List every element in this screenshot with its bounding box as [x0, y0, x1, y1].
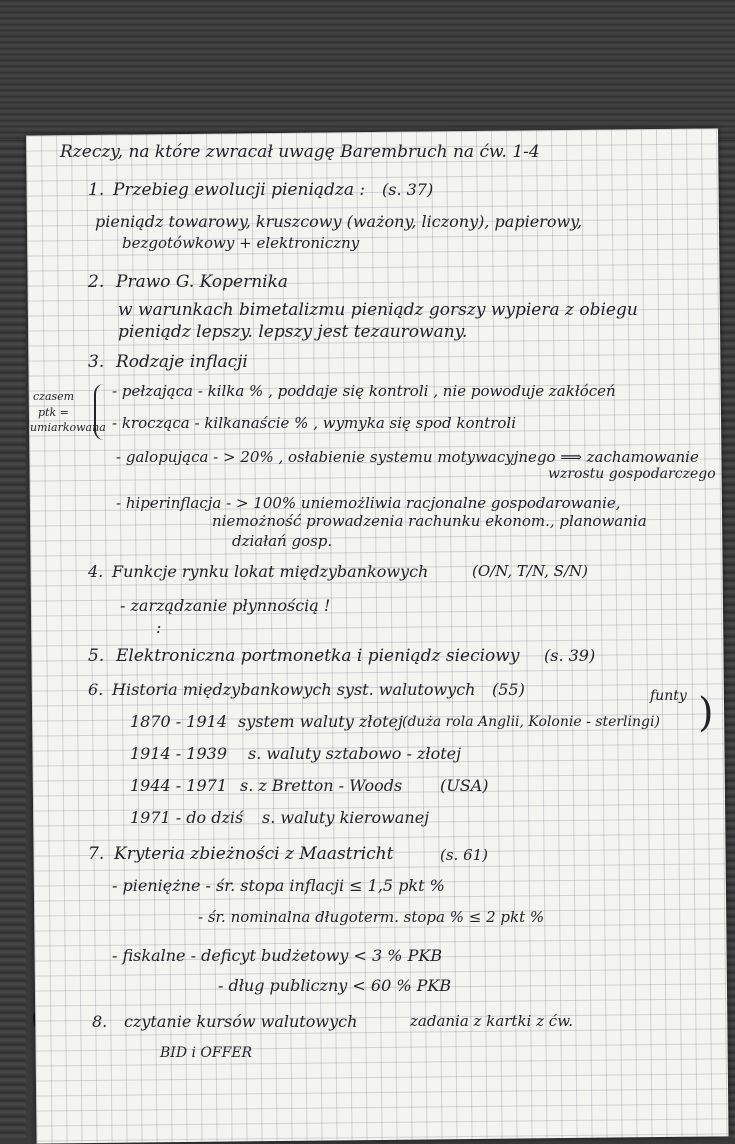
item-8-heading: czytanie kursów walutowych: [124, 1012, 358, 1031]
item-7-ref: (s. 61): [440, 846, 489, 864]
item-7-heading: Kryteria zbieżności z Maastricht: [114, 844, 394, 864]
inflation-hyper: - hiperinflacja - > 100% uniemożliwia racjonalne gospodarowanie,: [116, 494, 621, 512]
item-1-line-1: pieniądz towarowy, kruszcowy (ważony, liczony), papierowy,: [95, 212, 583, 231]
history-period-2: 1914 - 1939: [130, 744, 228, 763]
item-5-number: 5.: [88, 646, 105, 666]
item-1-ref: (s. 37): [382, 180, 434, 199]
history-desc-3: s. z Bretton - Woods: [240, 776, 403, 795]
history-paren: ): [698, 690, 714, 736]
item-8-extra: zadania z kartki z ćw.: [410, 1012, 574, 1030]
item-6-ref: (55): [492, 680, 525, 699]
item-4-sub: - zarządzanie płynnością !: [120, 596, 331, 615]
history-period-3: 1944 - 1971: [130, 776, 228, 795]
item-1-line-2: bezgotówkowy + elektroniczny: [122, 234, 360, 252]
criteria-fiscal: - fiskalne - deficyt budżetowy < 3 % PKB: [112, 946, 443, 965]
side-note-line-2: ptk =: [38, 406, 69, 419]
brace-bracket: [94, 384, 110, 440]
item-5-heading: Elektroniczna portmonetka i pieniądz sieciowy: [116, 646, 520, 666]
criteria-interest: - śr. nominalna długoterm. stopa % ≤ 2 pkt %: [198, 908, 545, 926]
inflation-galloping: - galopująca - > 20% , osłabienie systemu motywacyjnego ⟹ zachamowanie: [116, 448, 699, 466]
scanner-background-top: [0, 0, 735, 140]
item-4-ref: (O/N, T/N, S/N): [472, 562, 588, 580]
item-1-heading: Przebieg ewolucji pieniądza :: [113, 180, 366, 200]
inflation-galloping-cont: wzrostu gospodarczego: [548, 466, 716, 482]
item-2-heading: Prawo G. Kopernika: [116, 272, 289, 292]
item-2-line-2: pieniądz lepszy. lepszy jest tezaurowany.: [118, 322, 468, 342]
item-3-number: 3.: [88, 352, 105, 372]
history-note-1: (duża rola Anglii, Kolonie - sterlingi): [402, 714, 660, 730]
item-1-number: 1.: [88, 180, 105, 200]
item-8-number: 8.: [92, 1012, 108, 1031]
item-7-number: 7.: [88, 844, 105, 864]
side-note-line-1: czasem: [33, 390, 75, 403]
history-desc-4: s. waluty kierowanej: [262, 808, 430, 827]
criteria-debt: - dług publiczny < 60 % PKB: [218, 976, 452, 995]
inflation-walking: - krocząca - kilkanaście % , wymyka się spod kontroli: [112, 414, 516, 432]
item-6-number: 6.: [88, 680, 104, 699]
criteria-monetary: - pieniężne - śr. stopa inflacji ≤ 1,5 pkt %: [112, 876, 445, 895]
item-8-sub: BID i OFFER: [160, 1045, 253, 1061]
history-desc-2: s. waluty sztabowo - złotej: [248, 744, 462, 763]
inflation-hyper-cont-1: niemożność prowadzenia rachunku ekonom., planowania: [212, 512, 647, 530]
item-3-heading: Rodzaje inflacji: [116, 352, 248, 372]
inflation-creeping: - pełzająca - kilka % , poddaje się kontroli , nie powoduje zakłóceń: [112, 382, 616, 400]
item-4-continuation: :: [156, 618, 162, 637]
side-note-line-3: umiarkowana: [30, 421, 106, 434]
inflation-hyper-cont-2: działań gosp.: [232, 532, 333, 550]
item-5-ref: (s. 39): [544, 646, 596, 665]
item-2-line-1: w warunkach bimetalizmu pieniądz gorszy wypiera z obiegu: [118, 300, 638, 320]
page-title: Rzeczy, na które zwracał uwagę Barembruch na ćw. 1-4: [60, 142, 540, 162]
item-2-number: 2.: [88, 272, 105, 292]
history-period-1: 1870 - 1914: [130, 712, 228, 731]
history-desc-1: system waluty złotej: [238, 712, 403, 731]
history-note-3: (USA): [440, 776, 489, 795]
history-note-top: funty: [650, 688, 687, 704]
history-period-4: 1971 - do dziś: [130, 808, 244, 827]
item-4-heading: Funkcje rynku lokat międzybankowych: [112, 562, 429, 581]
item-4-number: 4.: [88, 562, 104, 581]
item-6-heading: Historia międzybankowych syst. walutowych: [112, 680, 476, 699]
scanner-background-left: [0, 140, 26, 1140]
